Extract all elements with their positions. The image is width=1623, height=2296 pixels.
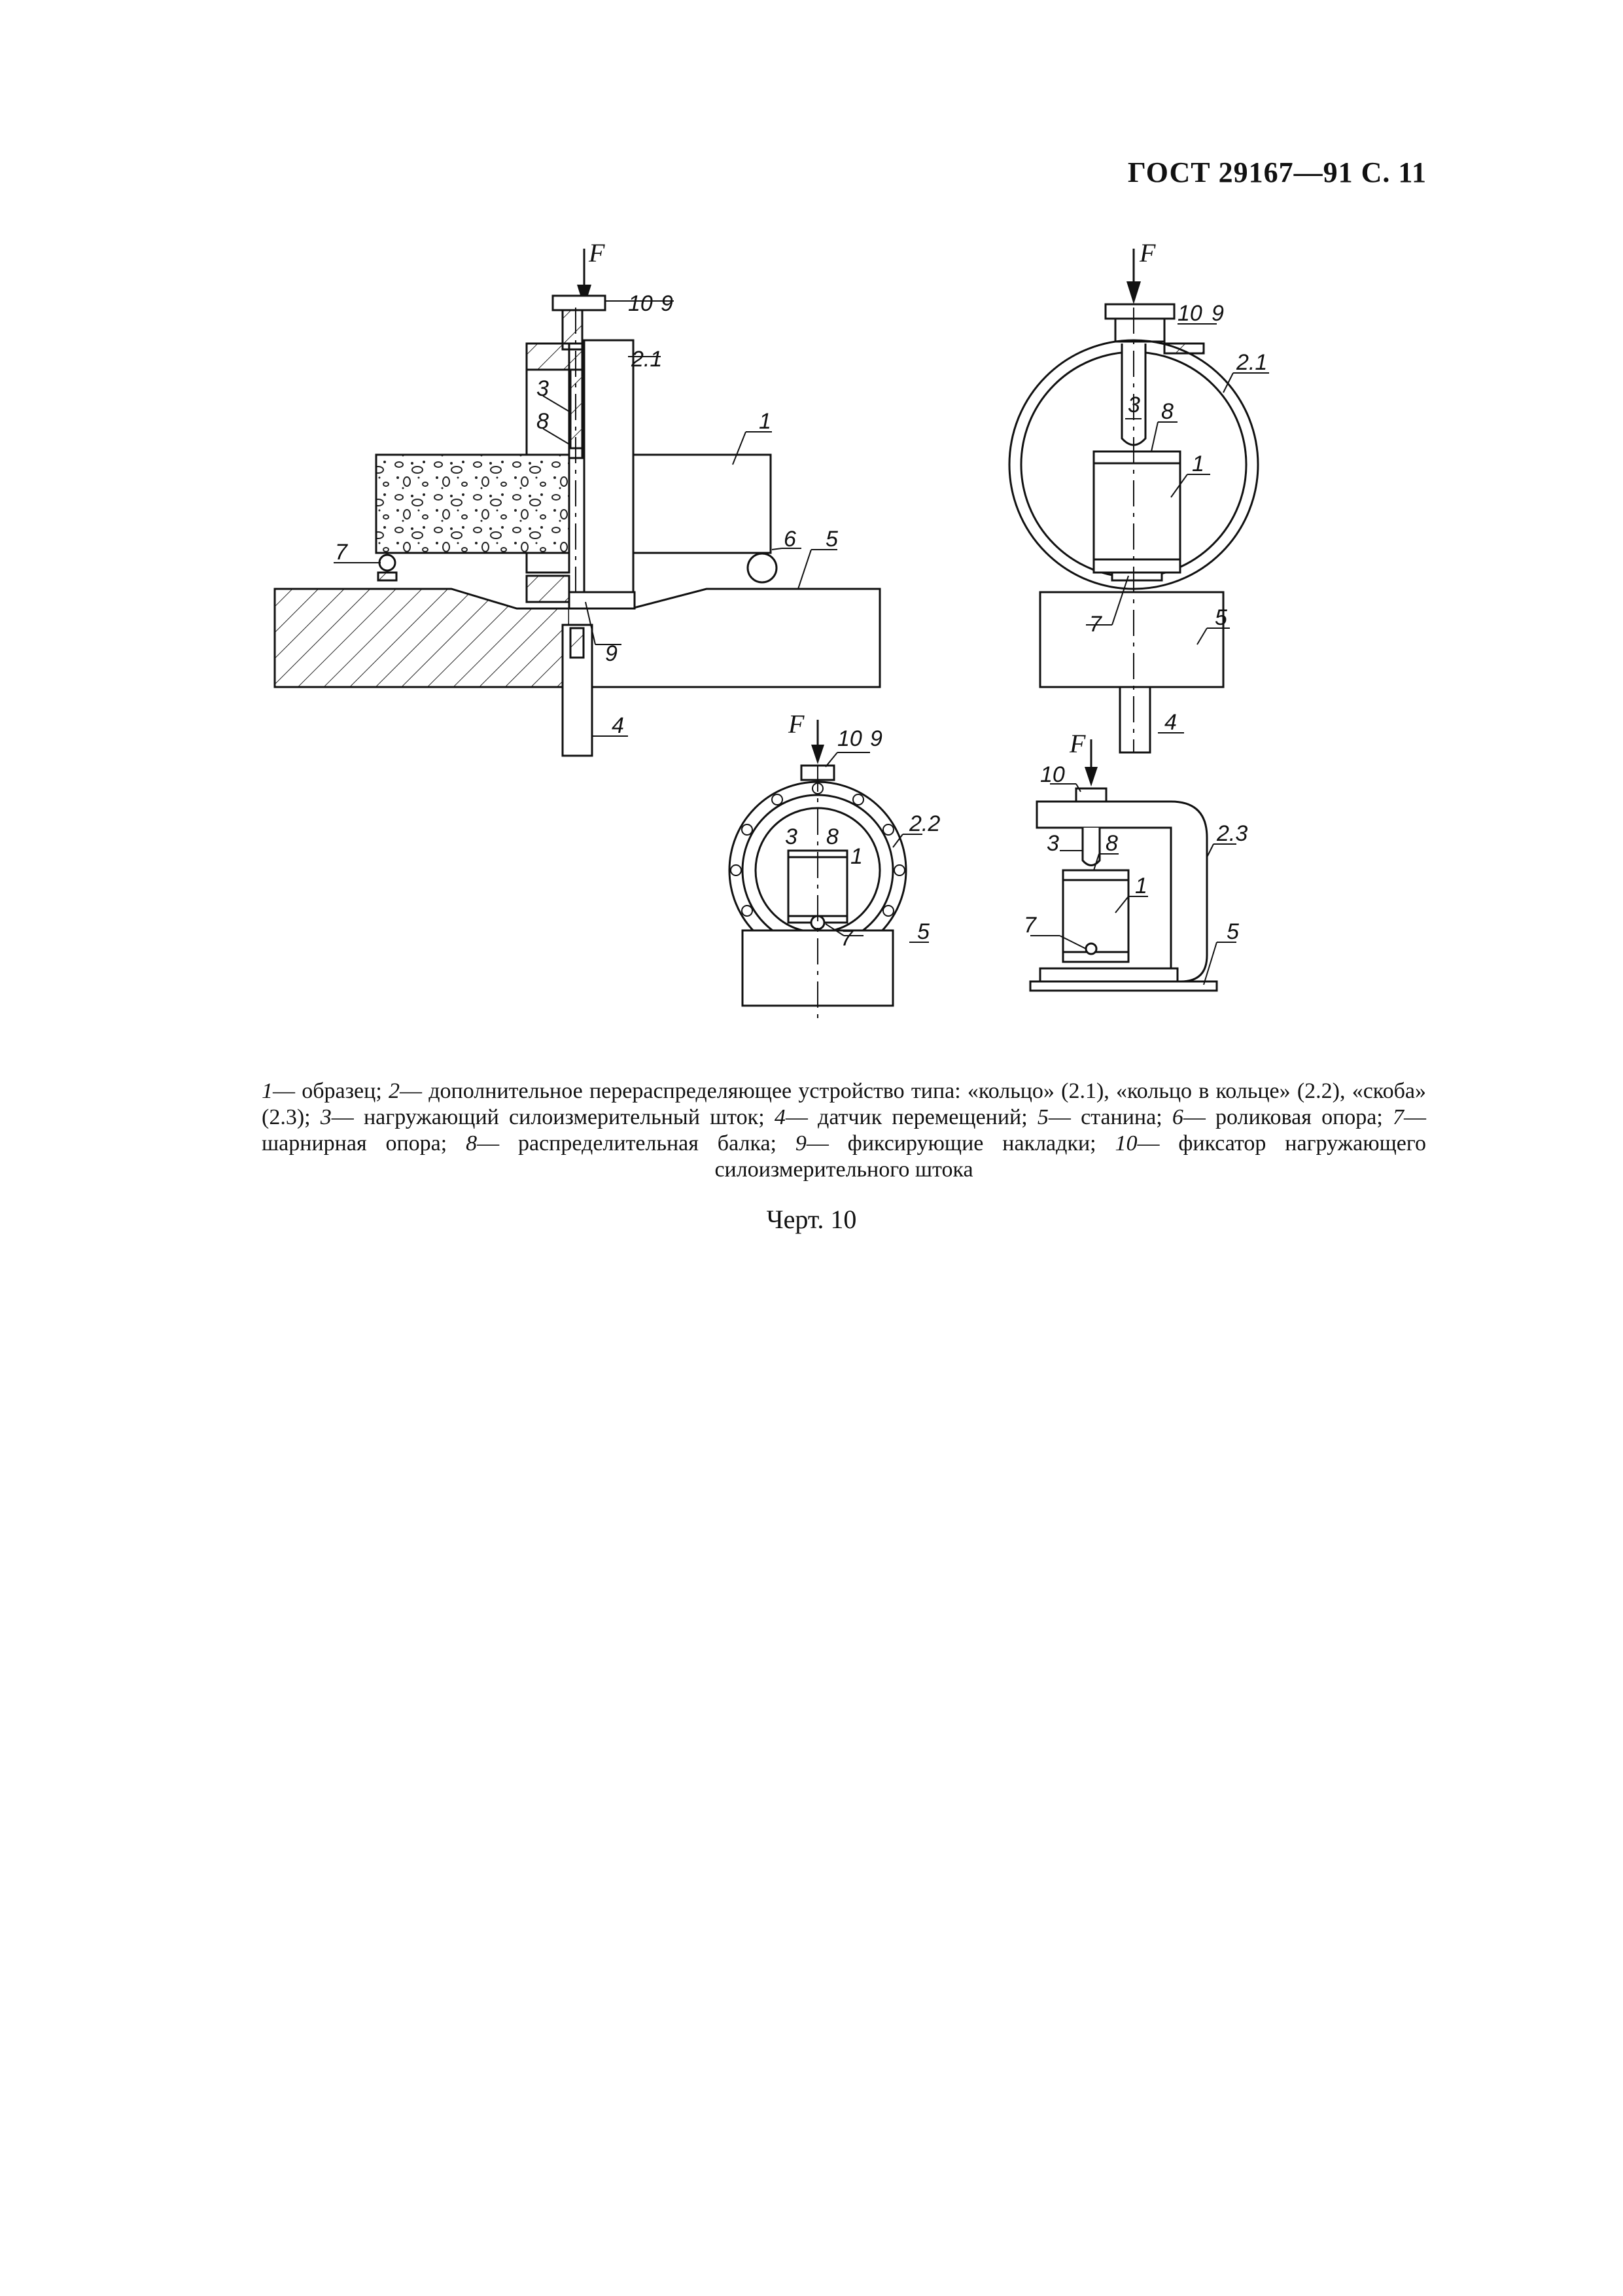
label-8: 8 <box>536 409 549 434</box>
label-2-1: 2.1 <box>631 347 663 372</box>
svg-text:7: 7 <box>1089 612 1102 637</box>
svg-text:2.3: 2.3 <box>1217 821 1248 846</box>
legend-num: 1 <box>262 1079 273 1103</box>
bracket-view-labels <box>1024 729 1248 944</box>
legend-text: — станина; <box>1048 1105 1172 1129</box>
label-F: F <box>589 238 605 268</box>
svg-text:7: 7 <box>1024 913 1036 938</box>
ring-in-ring-view <box>729 720 906 1021</box>
svg-text:F: F <box>1140 238 1156 268</box>
label-4: 4 <box>612 713 624 738</box>
label-9b: 9 <box>605 641 618 666</box>
legend-text: — фиксатор нагружающего силоизмерительного штока <box>714 1131 1426 1182</box>
svg-text:5: 5 <box>917 919 930 944</box>
svg-text:8: 8 <box>1161 399 1174 424</box>
svg-text:7: 7 <box>841 926 853 951</box>
svg-text:8: 8 <box>1106 831 1118 856</box>
svg-text:1: 1 <box>850 844 863 869</box>
label-5: 5 <box>826 527 838 552</box>
technical-drawing <box>0 0 1623 1060</box>
legend-text: — распределительная балка; <box>477 1131 795 1156</box>
svg-text:9: 9 <box>870 726 882 751</box>
label-10: 10 <box>628 291 653 316</box>
svg-text:F: F <box>788 709 805 739</box>
label-3: 3 <box>536 376 549 401</box>
legend-num: 7 <box>1393 1105 1405 1129</box>
svg-text:5: 5 <box>1215 605 1227 630</box>
legend-num: 6 <box>1172 1105 1183 1129</box>
svg-text:2.1: 2.1 <box>1236 350 1268 375</box>
svg-text:3: 3 <box>1047 831 1059 856</box>
svg-text:10: 10 <box>1040 762 1065 787</box>
svg-text:3: 3 <box>785 824 797 849</box>
legend-text: — фиксирующие накладки; <box>806 1131 1115 1156</box>
legend-text: — дополнительное перераспределяющее устройство типа: «кольцо» (2.1), «кольцо в кольце» (2.2), «скоба» (2.3); <box>262 1079 1426 1129</box>
legend-text: — образец; <box>273 1079 389 1103</box>
svg-text:10: 10 <box>837 726 862 751</box>
legend-text: — нагружающий силоизмерительный шток; <box>331 1105 775 1129</box>
legend-num: 2 <box>389 1079 400 1103</box>
label-6: 6 <box>784 527 796 552</box>
svg-text:8: 8 <box>826 824 839 849</box>
legend-text: — роликовая опора; <box>1183 1105 1393 1129</box>
svg-text:5: 5 <box>1227 919 1239 944</box>
label-9: 9 <box>661 291 673 316</box>
svg-text:9: 9 <box>1212 301 1224 326</box>
legend-num: 10 <box>1115 1131 1138 1156</box>
label-1: 1 <box>759 409 771 434</box>
figure-legend <box>262 1078 1426 1183</box>
side-section-view <box>275 249 880 756</box>
legend-num: 3 <box>320 1105 332 1129</box>
label-7: 7 <box>335 540 347 565</box>
svg-text:10: 10 <box>1178 301 1202 326</box>
legend-num: 9 <box>795 1131 807 1156</box>
svg-text:1: 1 <box>1135 874 1147 898</box>
figure-caption: Черт. 10 <box>766 1205 857 1234</box>
legend-num: 8 <box>466 1131 478 1156</box>
svg-text:1: 1 <box>1192 451 1204 476</box>
legend-num: 5 <box>1037 1105 1049 1129</box>
svg-text:F: F <box>1070 729 1086 758</box>
svg-text:3: 3 <box>1128 393 1140 417</box>
legend-text: — шарнирная опора; <box>262 1105 1427 1156</box>
svg-text:4: 4 <box>1164 710 1177 735</box>
svg-text:2.2: 2.2 <box>909 811 941 836</box>
legend-text: — датчик перемещений; <box>785 1105 1038 1129</box>
page-header: ГОСТ 29167—91 С. 11 <box>1127 156 1427 188</box>
legend-num: 4 <box>774 1105 786 1129</box>
